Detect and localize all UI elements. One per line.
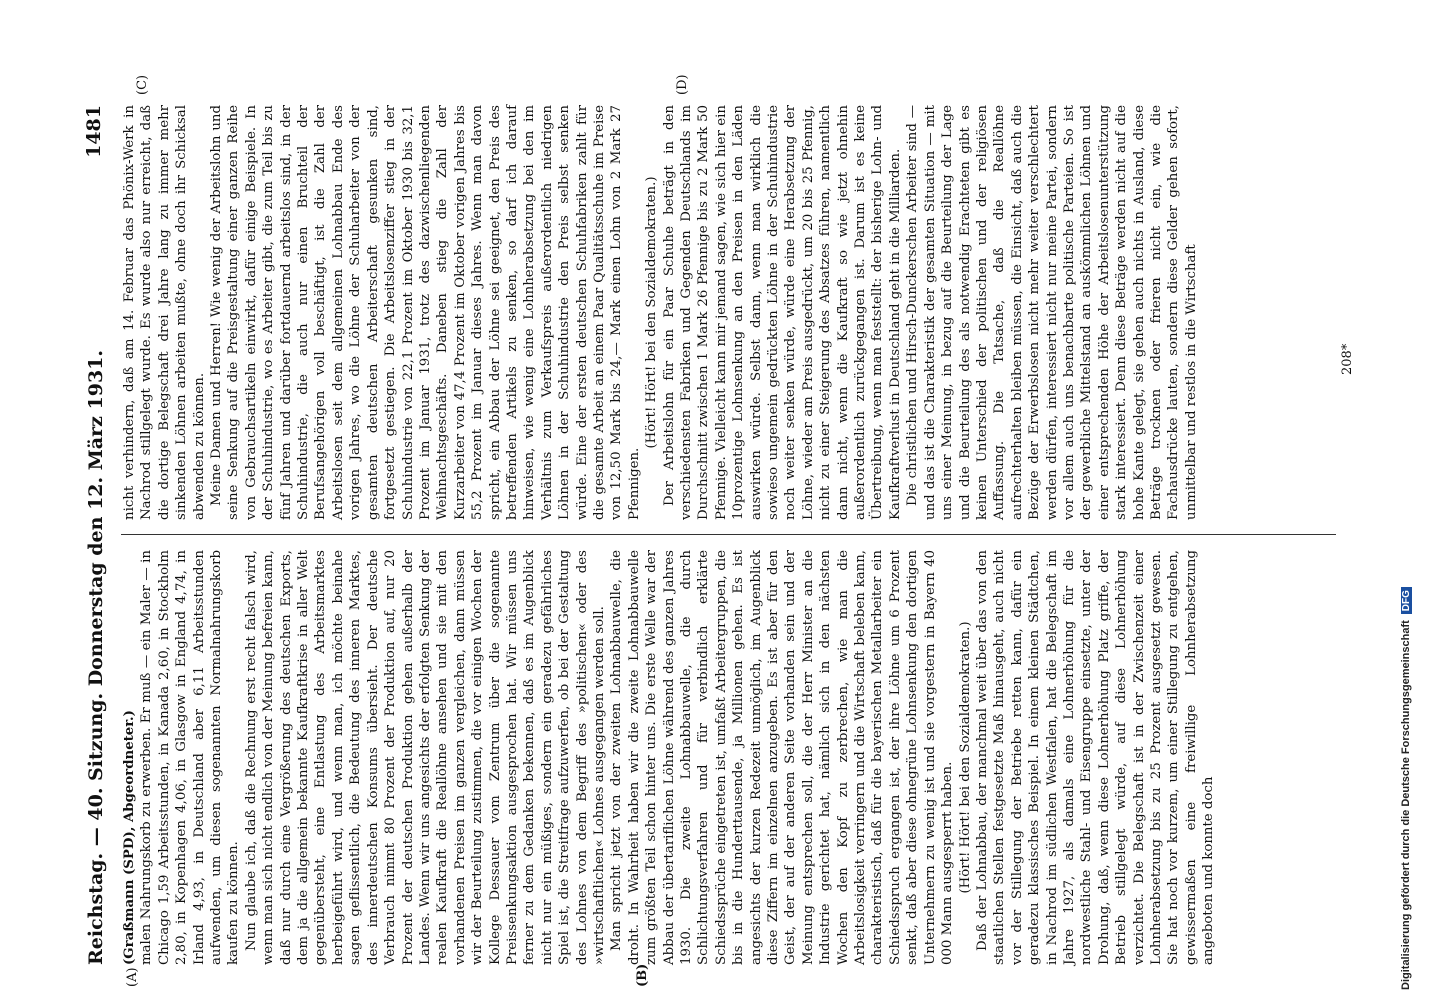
paragraph: Nun glaube ich, daß die Rechnung erst recht falsch wird, wenn man sich nicht endlich von der Meinung befreien kann, daß nur durch eine Vergrößerung des deutschen Exports, dem ja die allgemein bekannte Kaufkraftkrise in aller Welt gegenübersteht, eine Entlastung des Arbeitsmarktes herbeigeführt wird, und wenn man, ich möchte beinahe sagen geflissentlich, die Bedeutung des inneren Marktes, des innerdeutschen Konsums übersieht. Der deutsche Verbrauch nimmt 80 Prozent der Produktion auf, nur 20 Prozent der deutschen Produktion gehen außerhalb der Landes. Wenn wir uns angesichts der erfolgten Senkung der realen Kaufkraft die Reallöhne ansehen und sie mit den vorhandenen Preisen im ganzen vergleichen, dann müssen wir der Beurteilung zustimmen, die vor einigen Wochen der Kollege Dessauer vom Zentrum über die sogenannte Preissenkungsaktion ausgesprochen hat. Wir müssen uns ferner zu dem Gedanken bekennen, daß es im Augenblick nicht nur ein müßiges, sondern ein geradezu gefährliches Spiel ist, die Streitfrage aufzuwerfen, ob bei der Gestaltung des Lohnes von dem Begriff des »politischen« oder des »wirtschaftlichen« Lohnes ausgegangen werden soll. (243, 550, 607, 965)
speaker-line: (Graßmann (SPD), Abgeordneter.) (122, 710, 137, 965)
credit-text: Digitalisierung gefördert durch die Deutsche Forschungsgemeinschaft (1400, 620, 1412, 990)
page-number: 1481 (83, 105, 105, 158)
paragraph: Daß der Lohnabbau, der manchmal weit über das von den staatlichen Stellen festgesetzte Maß hinausgeht, auch nicht vor der Stillegung der Betriebe retten kann, dafür ein geradezu klassisches Beispiel. In einem kleinen Städtchen, in Nachrod im südlichen Westfalen, hat die Belegschaft im Jahre 1927, als damals eine Lohnerhöhung für die nordwestliche Stahl- und Eisengruppe einsetzte, unter der Drohung, daß, wenn diese Lohnerhöhung Platz griffe, der Betrieb stillgelegt würde, auf diese Lohnerhöhung verzichtet. Die Belegschaft ist in der Zwischenzeit einer Lohnherabsetzung bis zu 25 Prozent ausgesetzt gewesen. Sie hat noch vor kurzem, um einer Stillegung zu entgehen, gewissermaßen eine freiwillige Lohnherabsetzung angeboten und konnte doch (974, 550, 1217, 965)
column-divider (121, 534, 1336, 535)
page-signature: 208* (1340, 343, 1355, 375)
interjection: (Hört! Hört! bei den Sozialdemokraten.) (957, 621, 973, 894)
paragraph: Die christlichen und Hirsch-Dunckerschen Arbeiter sind — und das ist die Charakteristik der gesamten Situation — mit uns einer Meinung, in bezug auf die Beurteilung der Lage und die Beurteilung des als notwendig Erachteten gibt es keinen Unterschied der politischen und der religiösen Auffassung. Die Tatsache, daß die Reallöhne aufrechterhalten bleiben müssen, die Einsicht, daß auch die Bezüge der Erwerbslosen nicht mehr weiter verschlechtert werden dürfen, interessiert nicht nur meine Partei, sondern vor allem auch uns benachbarte politische Parteien. So ist der gewerbliche Mittelstand an auskömmlichen Löhnen und einer entsprechenden Höhe der Arbeitslosenunterstützung stark interessiert. Denn diese Beträge werden nicht auf die hohe Kante gelegt, sie gehen auch nichts in Ausland, diese Beträge trocknen oder frieren nicht ein, wie die Fachausdrücke lauten, sondern diese Gelder gehen sofort, unmittelbar und restlos in die Wirtschaft (905, 105, 1199, 520)
margin-mark-b: (B) (635, 963, 650, 987)
paragraph: Der Arbeitslohn für ein Paar Schuhe beträgt in den verschiedensten Fabriken und Gegenden Deutschlands im Durchschnitt zwischen 1 Mark 26 Pfennige bis zu 2 Mark 50 Pfennige. Vielleicht kann mir jemand sagen, wie sich hier ein 10prozentige Lohnsenkung an den Preisen in den Läden auswirken würde. Selbst dann, wenn man wirklich die sowieso ungemein gedrückten Löhne in der Schuhindustrie noch weiter senken würde, würde eine Herabsetzung der Löhne, wieder am Preis ausgedrückt, um 20 bis 25 Pfennig, nicht zu einer Steigerung des Absatzes führen, namentlich dann nicht, wenn die Kaufkraft so wie jetzt ohnehin außerordentlich zurückgegangen ist. Darum ist es keine Übertreibung, wenn man feststellt: der bisherige Lohn- und Kaufkraftverlust in Deutschland geht in die Milliarden. (661, 105, 903, 520)
margin-mark-c: (C) (135, 74, 150, 95)
paragraph: Man spricht jetzt von der zweiten Lohnabbauwelle, die droht. In Wahrheit haben wir die zweite Lohnabbauwelle zum größten Teil schon hinter uns. Die erste Welle war der Abbau der übertariflichen Löhne während des ganzen Jahres 1930. Die zweite Lohnabbauwelle, die durch Schlichtungsverfahren und für verbindlich erklärte Schiedssprüche eingetreten ist, umfaßt Arbeitergruppen, die bis in die Hunderttausende, ja Millionen gehen. Es ist angesichts der kurzen Redezeit unmöglich, im Augenblick diese Ziffern im einzelnen anzugeben. Es ist aber für den Geist, der auf der anderen Seite vorhanden sein und der Meinung entsprechen soll, die der Herr Minister an die Industrie gerichtet hat, nämlich sich in den nächsten Wochen den Kopf zu zerbrechen, wie man die Arbeitslosigkeit verringern und die Wirtschaft beleben kann, charakteristisch, daß für die bayerischen Metallarbeiter ein Schiedsspruch ergangen ist, der ihre Löhne um 6 Prozent senkt, daß aber diese ohnegrüne Lohnsenkung den dortigen Unternehmern zu wenig ist und sie vorgestern in Bayern 40 000 Mann ausgesperrt haben. (609, 550, 956, 965)
text-column-right (121, 105, 1200, 520)
margin-mark-a: (A) (125, 967, 140, 987)
header-title: Reichstag. — 40. Sitzung. Donnerstag den 12. März 1931. (85, 350, 107, 965)
running-header (75, 105, 119, 965)
interjection: (Hört! Hört! bei den Sozialdemokraten.) (644, 176, 660, 449)
paragraph: Meine Damen und Herren! Wie wenig der Arbeitslohn und seine Senkung auf die Preisgestaltung einer ganzen Reihe von Gebrauchsartikeln einwirkt, dafür einige Beispiele. In der Schuhindustrie, wo es Arbeiter gibt, die zum Teil bis zu fünf Jahren und darüber fortdauernd arbeitslos sind, in der Schuhindustrie, die auch nur einen Bruchteil der Berufsangehörigen voll beschäftigt, ist die Zahl der Arbeitslosen seit dem allgemeinen Lohnabbau Ende des vorigen Jahres, wo die Löhne der Schuharbeiter von der gesamten deutschen Arbeiterschaft gesunken sind, fortgesetzt gestiegen. Die Arbeitslosenziffer stieg in der Schuhindustrie von 22,1 Prozent im Oktober 1930 bis 32,1 Prozent im Januar 1931, trotz des dazwischenliegenden Weihnachtsgeschäfts. Daneben stieg die Zahl der Kurzarbeiter von 47,4 Prozent im Oktober vorigen Jahres bis 55,2 Prozent im Januar dieses Jahres. Wenn man davon spricht, ein Abbau der Löhne sei geeignet, den Preis des betreffenden Artikels zu senken, so darf ich darauf hinweisen, wie wenig eine Lohnherabsetzung bei den im Verhältnis zum Verkaufspreis außerordentlich niedrigen Löhnen in der Schuhindustrie den Preis selbst senken würde. Eine der ersten deutschen Schuhfabriken zahlt für die gesamte Arbeit an einem Paar Qualitätsschuhe im Preise von 12,50 Mark bis 24,— Mark einen Lohn von 2 Mark 27 Pfennigen. (209, 105, 642, 520)
text-column-left (121, 550, 1218, 965)
digitization-credit (1400, 0, 1412, 990)
rotated-print-page (75, 74, 1415, 987)
dfg-logo: DFG (1401, 587, 1412, 614)
margin-mark-d: (D) (675, 74, 690, 95)
paragraph: malen Nahrungskorb zu erwerben. Er muß — ein Maler — in Chicago 1,59 Arbeitsstunden, in Kanada 2,60, in Stockholm 2,80, in Kopenhagen 4,06, in Glasgow in England 4,74, in Irland 4,93, in Deutschland aber 6,11 Arbeitsstunden aufwenden, um diesen sogenannten Normalnahrungskorb kaufen zu können. (139, 550, 242, 965)
paragraph: nicht verhindern, daß am 14. Februar das Phönix-Werk in Nachrod stillgelegt wurde. Es wurde also nur erreicht, daß die dortige Belegschaft drei Jahre lang zu immer mehr sinkenden Löhnen arbeiten mußte, ohne doch ihr Schicksal abwenden zu können. (122, 105, 207, 520)
